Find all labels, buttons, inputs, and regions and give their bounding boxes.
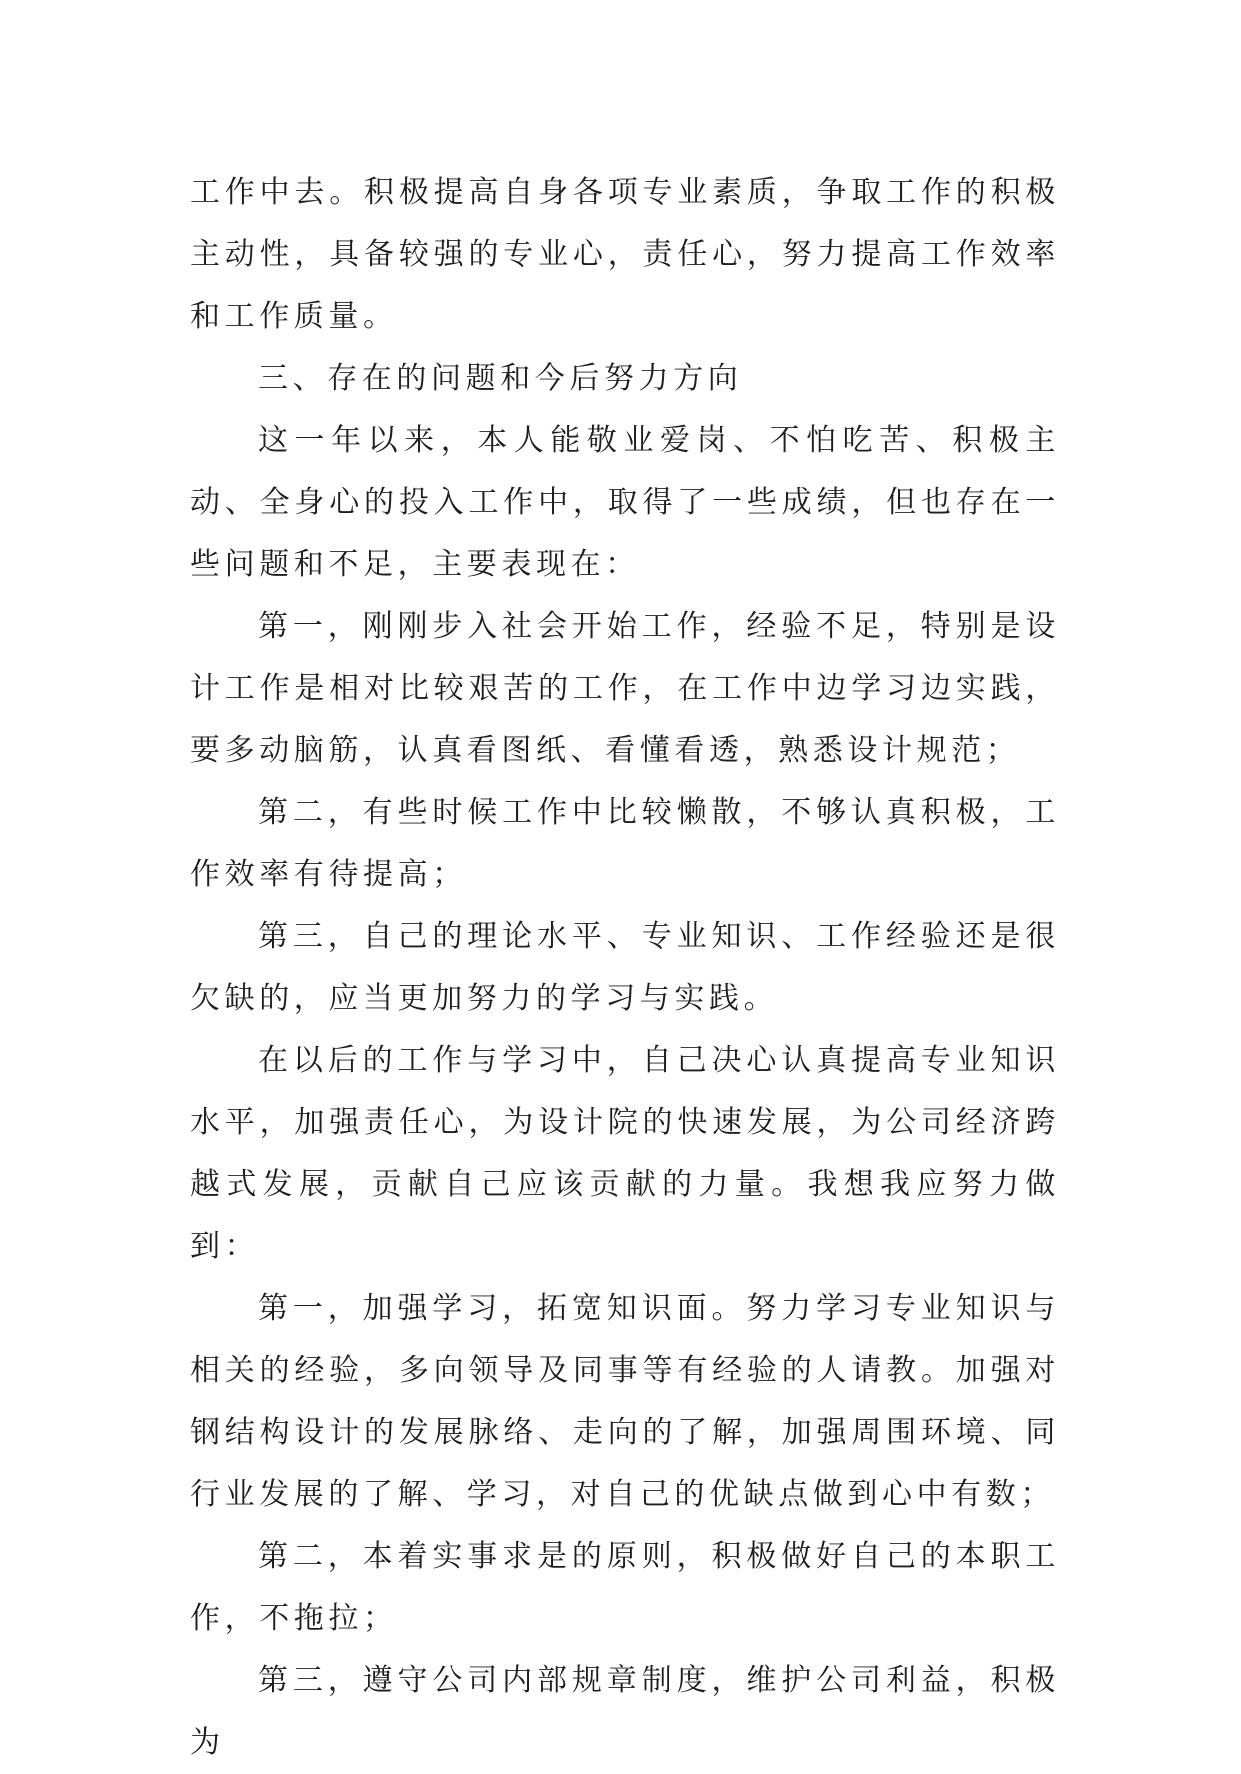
paragraph: 第一，加强学习，拓宽知识面。努力学习专业知识与相关的经验，多向领导及同事等有经验的人请教。加强对钢结构设计的发展脉络、走向的了解，加强周围环境、同行业发展的了解、学习，对自己的优缺点做到心中有数；: [190, 1291, 1060, 1512]
paragraph: 第三，遵守公司内部规章制度，维护公司利益，积极为: [190, 1663, 1060, 1760]
paragraph: 第二，本着实事求是的原则，积极做好自己的本职工作，不拖拉；: [190, 1539, 1060, 1636]
paragraph: 工作中去。积极提高自身各项专业素质，争取工作的积极主动性，具备较强的专业心，责任心，努力提高工作效率和工作质量。: [190, 175, 1060, 334]
section-heading: 三、存在的问题和今后努力方向: [258, 361, 743, 396]
paragraph: 在以后的工作与学习中，自己决心认真提高专业知识水平，加强责任心，为设计院的快速发展，为公司经济跨越式发展，贡献自己应该贡献的力量。我想我应努力做到：: [190, 1043, 1060, 1264]
paragraph: 第三，自己的理论水平、专业知识、工作经验还是很欠缺的，应当更加努力的学习与实践。: [190, 919, 1060, 1016]
document-body: [190, 162, 1060, 1774]
paragraph: 第一，刚刚步入社会开始工作，经验不足，特别是设计工作是相对比较艰苦的工作，在工作中边学习边实践，要多动脑筋，认真看图纸、看懂看透，熟悉设计规范；: [190, 609, 1060, 768]
paragraph: 第二，有些时候工作中比较懒散，不够认真积极，工作效率有待提高；: [190, 795, 1060, 892]
paragraph: 这一年以来，本人能敬业爱岗、不怕吃苦、积极主动、全身心的投入工作中，取得了一些成绩，但也存在一些问题和不足，主要表现在：: [190, 423, 1060, 582]
